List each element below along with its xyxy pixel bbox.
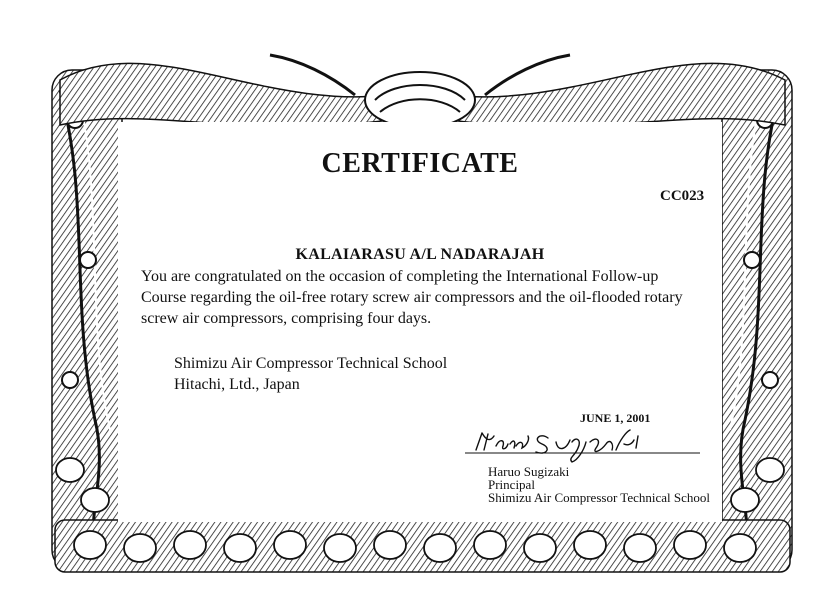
issue-date: JUNE 1, 2001 [580, 411, 651, 425]
body-line: You are congratulated on the occasion of completing the International Follow-up [141, 268, 659, 285]
certificate-body [141, 266, 683, 329]
certificate-title: CERTIFICATE [321, 148, 519, 179]
issuer-block [174, 353, 447, 395]
top-border-birds [60, 55, 785, 128]
issuer-company: Hitachi, Ltd., Japan [174, 376, 300, 393]
signatory-org: Shimizu Air Compressor Technical School [488, 490, 710, 505]
signatory-block [488, 465, 710, 504]
issuer-school: Shimizu Air Compressor Technical School [174, 355, 448, 372]
signatory-title: Principal [488, 477, 535, 492]
body-line: screw air compressors, comprising four days. [141, 310, 432, 327]
recipient-name: KALAIARASU A/L NADARAJAH [295, 246, 545, 263]
certificate-number: CC023 [660, 188, 705, 204]
body-line: Course regarding the oil-free rotary screw air compressors and the oil-flooded rotary [141, 289, 683, 306]
signatory-name: Haruo Sugizaki [488, 464, 570, 479]
